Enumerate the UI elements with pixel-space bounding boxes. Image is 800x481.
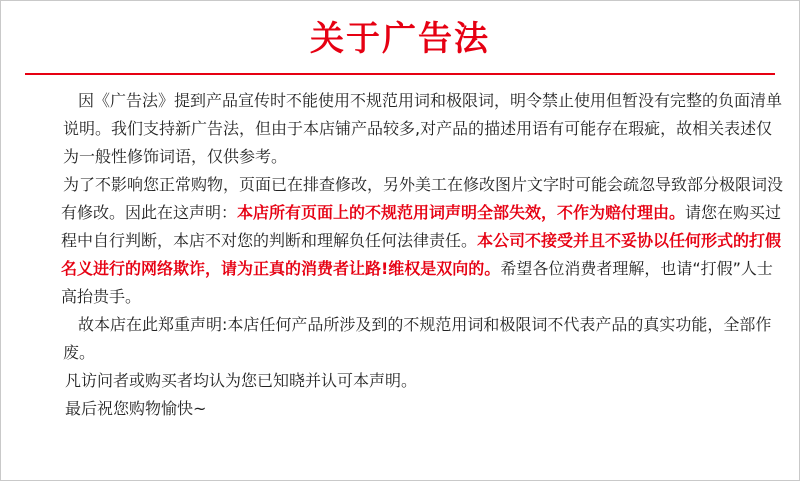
paragraph-declaration xyxy=(63,311,783,367)
page-title: 关于广告法 xyxy=(310,19,490,59)
paragraph-text: 凡访问者或购买者均认为您已知晓并认可本声明。 xyxy=(65,371,418,390)
paragraph-text: 为了不影响您正常购物，页面已在排查修改，另外美工在修改图片文字时可能会疏忽导致部分极限词没有修改。因此在这声明： xyxy=(61,175,784,222)
paragraph-text: 故本店在此郑重声明:本店任何产品所涉及到的不规范用词和极限词不代表产品的真实功能，全部作废。 xyxy=(63,315,772,362)
paragraph-closing xyxy=(63,395,783,423)
notice-body xyxy=(63,87,783,423)
paragraph-statement xyxy=(61,171,783,311)
paragraph-intro xyxy=(63,87,783,171)
emphasis-text: 本公司不接受并且不妥协以任何形式的打假名义进行的网络欺诈，请为正真的消费者让路!维权是双向的。 xyxy=(61,231,782,278)
emphasis-text: 本店所有页面上的不规范用词声明全部失效，不作为赔付理由。 xyxy=(237,203,686,222)
paragraph-acknowledgement xyxy=(63,367,783,395)
paragraph-text: 请您在购买过程中自行判断，本店不对您的判断和理解负任何法律责任。 xyxy=(61,203,782,250)
title-divider xyxy=(25,73,775,75)
paragraph-text: 因《广告法》提到产品宣传时不能使用不规范用词和极限词，明令禁止使用但暂没有完整的负面清单说明。我们支持新广告法，但由于本店铺产品较多,对产品的描述用语有可能存在瑕疵，故相关表述仅为一般性修饰词语，仅供参考。 xyxy=(63,91,783,166)
paragraph-text: 希望各位消费者理解，也请“打假”人士高抬贵手。 xyxy=(61,259,773,306)
paragraph-text: 最后祝您购物愉快~ xyxy=(65,399,207,418)
